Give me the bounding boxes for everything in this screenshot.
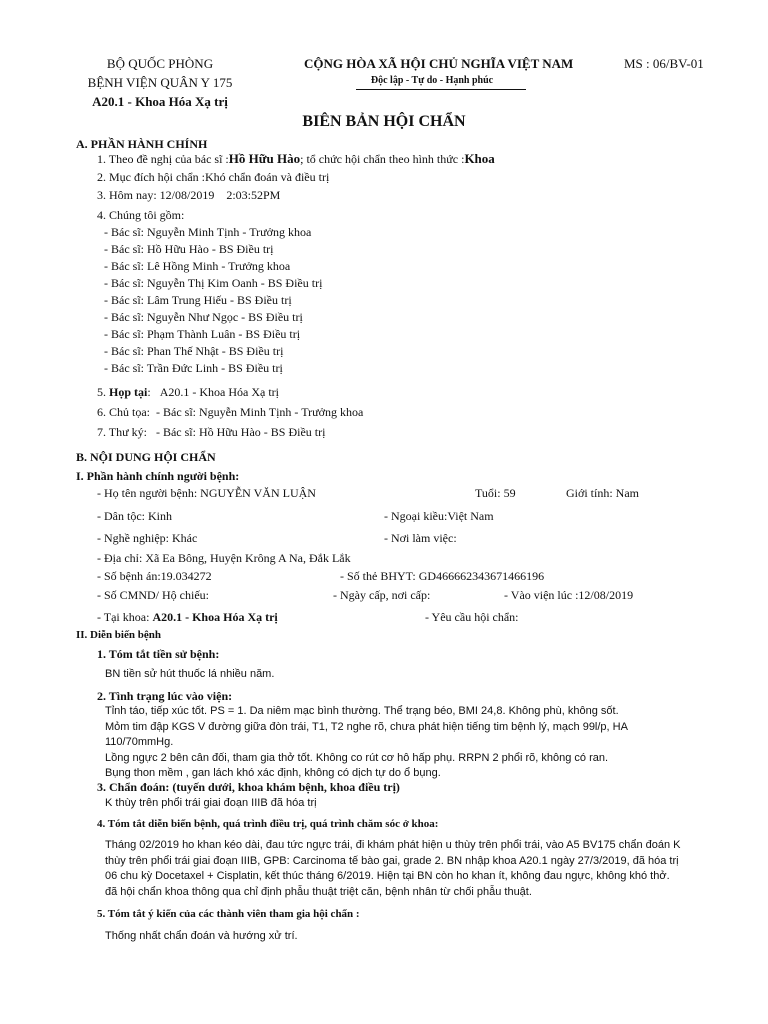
member-item: - Bác sĩ: Nguyễn Minh Tịnh - Trưởng khoa — [104, 225, 312, 239]
item-1-mid: ; tổ chức hội chẩn theo hình thức : — [300, 152, 465, 166]
member-list — [104, 224, 322, 377]
treating-department-label: - Tại khoa: — [97, 610, 150, 624]
member-item: - Bác sĩ: Hồ Hữu Hào - BS Điều trị — [104, 242, 274, 256]
record-number: - Số bệnh án:19.034272 — [97, 569, 212, 583]
item-5: 5. Họp tại: A20.1 - Khoa Hóa Xạ trị — [97, 385, 279, 399]
member-item: - Bác sĩ: Phan Thế Nhật - BS Điều trị — [104, 344, 284, 358]
patient-workplace: - Nơi làm việc: — [384, 531, 457, 545]
treating-department — [97, 610, 278, 625]
item-6: 6. Chủ tọa: - Bác sĩ: Nguyễn Minh Tịnh - Trưởng khoa — [97, 405, 364, 419]
patient-job: - Nghề nghiệp: Khác — [97, 531, 198, 545]
consult-form: Khoa — [464, 151, 495, 166]
member-item: - Bác sĩ: Trần Đức Linh - BS Điều trị — [104, 361, 283, 375]
document-title: BIÊN BẢN HỘI CHẨN — [302, 113, 466, 130]
member-item: - Bác sĩ: Nguyễn Thị Kim Oanh - BS Điều trị — [104, 276, 323, 290]
patient-age: Tuổi: 59 — [475, 486, 516, 500]
admission-status-heading: 2. Tình trạng lúc vào viện: — [97, 689, 233, 703]
item-3: 3. Hôm nay: 12/08/2019 2:03:52PM — [97, 188, 281, 202]
department-name: A20.1 - Khoa Hóa Xạ trị — [92, 94, 228, 109]
opinions-text: Thống nhất chẩn đoán và hướng xử trí. — [105, 930, 298, 942]
disease-progress-heading: II. Diễn biến bệnh — [76, 629, 161, 641]
patient-ethnicity: - Dân tộc: Kinh — [97, 509, 172, 523]
member-item: - Bác sĩ: Phạm Thành Luân - BS Điều trị — [104, 327, 301, 341]
history-heading: 1. Tóm tắt tiền sử bệnh: — [97, 647, 220, 661]
admission-status-line: Bụng thon mềm , gan lách khó xác định, không có dịch tự do ổ bụng. — [105, 767, 441, 779]
diagnosis-heading: 3. Chẩn đoán: (tuyến dưới, khoa khám bệnh, khoa điều trị) — [97, 780, 400, 794]
member-item: - Bác sĩ: Nguyễn Như Ngọc - BS Điều trị — [104, 310, 303, 324]
consult-request: - Yêu cầu hội chẩn: — [425, 610, 519, 624]
admission-status-text — [105, 704, 685, 782]
hospital-name: BỆNH VIỆN QUÂN Y 175 — [87, 75, 233, 90]
item-2: 2. Mục đích hội chẩn :Khó chẩn đoán và điều trị — [97, 170, 330, 184]
patient-sex: Giới tính: Nam — [566, 486, 640, 500]
patient-admin-heading: I. Phần hành chính người bệnh: — [76, 469, 240, 483]
section-b-heading: B. NỘI DUNG HỘI CHẨN — [76, 450, 216, 464]
member-item: - Bác sĩ: Lâm Trung Hiếu - BS Điều trị — [104, 293, 292, 307]
item-1 — [97, 151, 495, 167]
section-a-heading: A. PHẦN HÀNH CHÍNH — [76, 137, 208, 151]
admission-status-line: Lồng ngực 2 bên cân đối, tham gia thở tốt. Không co rút cơ hô hấp phụ. RRPN 2 phổi rõ, không có ran. — [105, 751, 609, 764]
insurance-number: - Số thẻ BHYT: GD466662343671466196 — [340, 569, 545, 583]
diagnosis-text: K thùy trên phổi trái giai đoạn IIIB đã hóa trị — [105, 797, 317, 809]
admission-status-line: Tỉnh táo, tiếp xúc tốt. PS = 1. Da niêm mạc bình thường. Thể trạng béo, BMI 24,8. Không phù, không sốt. — [105, 705, 619, 717]
motto-underline — [356, 89, 526, 90]
item-4: 4. Chúng tôi gồm: — [97, 208, 185, 222]
form-code: MS : 06/BV-01 — [624, 56, 704, 71]
id-card: - Số CMND/ Hộ chiếu: — [97, 588, 209, 602]
patient-address: - Địa chỉ: Xã Ea Bông, Huyện Krông A Na, Đắk Lắk — [97, 551, 351, 565]
republic-name: CỘNG HÒA XÃ HỘI CHỦ NGHĨA VIỆT NAM — [304, 56, 574, 71]
course-heading: 4. Tóm tắt diễn biến bệnh, quá trình điều trị, quá trình chăm sóc ở khoa: — [97, 818, 439, 830]
patient-foreign: - Ngoại kiều:Việt Nam — [384, 509, 494, 523]
member-item: - Bác sĩ: Lê Hồng Minh - Trưởng khoa — [104, 259, 291, 273]
requesting-doctor: Hồ Hữu Hào — [228, 151, 301, 166]
ministry-name: BỘ QUỐC PHÒNG — [106, 56, 214, 71]
opinions-heading: 5. Tóm tắt ý kiến của các thành viên tham gia hội chẩn : — [97, 908, 360, 920]
admission-time: - Vào viện lúc :12/08/2019 — [504, 588, 634, 602]
course-text: Tháng 02/2019 ho khan kéo dài, đau tức ngực trái, đi khám phát hiện u thùy trên phổi trái, vào A5 BV175 chẩn đoán K thùy trên phổi trái giai đoạn IIIB, GPB: Carcinoma tế bào gai, grade 2. BN nhập khoa A20.1 ngày 27/3/2019, đã hóa trị 06 chu kỳ Docetaxel + Cisplatin, kết thúc tháng 6/2019. Hiện tại BN còn ho khan ít, không đau ngực, không khó thở. đã hội chẩn khoa thông qua chỉ định phẫu thuật triệt căn, bệnh nhân từ chối phẫu thuật. — [105, 839, 681, 898]
meeting-place: A20.1 - Khoa Hóa Xạ trị — [159, 385, 279, 399]
meeting-place-label: Họp tại — [109, 385, 148, 399]
item-1-prefix: 1. Theo đề nghị của bác sĩ : — [97, 152, 229, 166]
issue-info: - Ngày cấp, nơi cấp: — [333, 588, 431, 602]
history-text: BN tiền sử hút thuốc lá nhiều năm. — [105, 668, 275, 680]
item-7: 7. Thư ký: - Bác sĩ: Hồ Hữu Hào - BS Điều trị — [97, 425, 326, 439]
motto: Độc lập - Tự do - Hạnh phúc — [370, 75, 494, 86]
admission-status-line: Mỏm tim đập KGS V đường giữa đòn trái, T1, T2 nghe rõ, chưa phát hiện tiếng tim bệnh lý, mạch 99l/p, HA 110/70mmHg. — [105, 720, 628, 748]
patient-name: - Họ tên người bệnh: NGUYỄN VĂN LUẬN — [97, 486, 316, 500]
treating-department-value: A20.1 - Khoa Hóa Xạ trị — [152, 610, 278, 624]
